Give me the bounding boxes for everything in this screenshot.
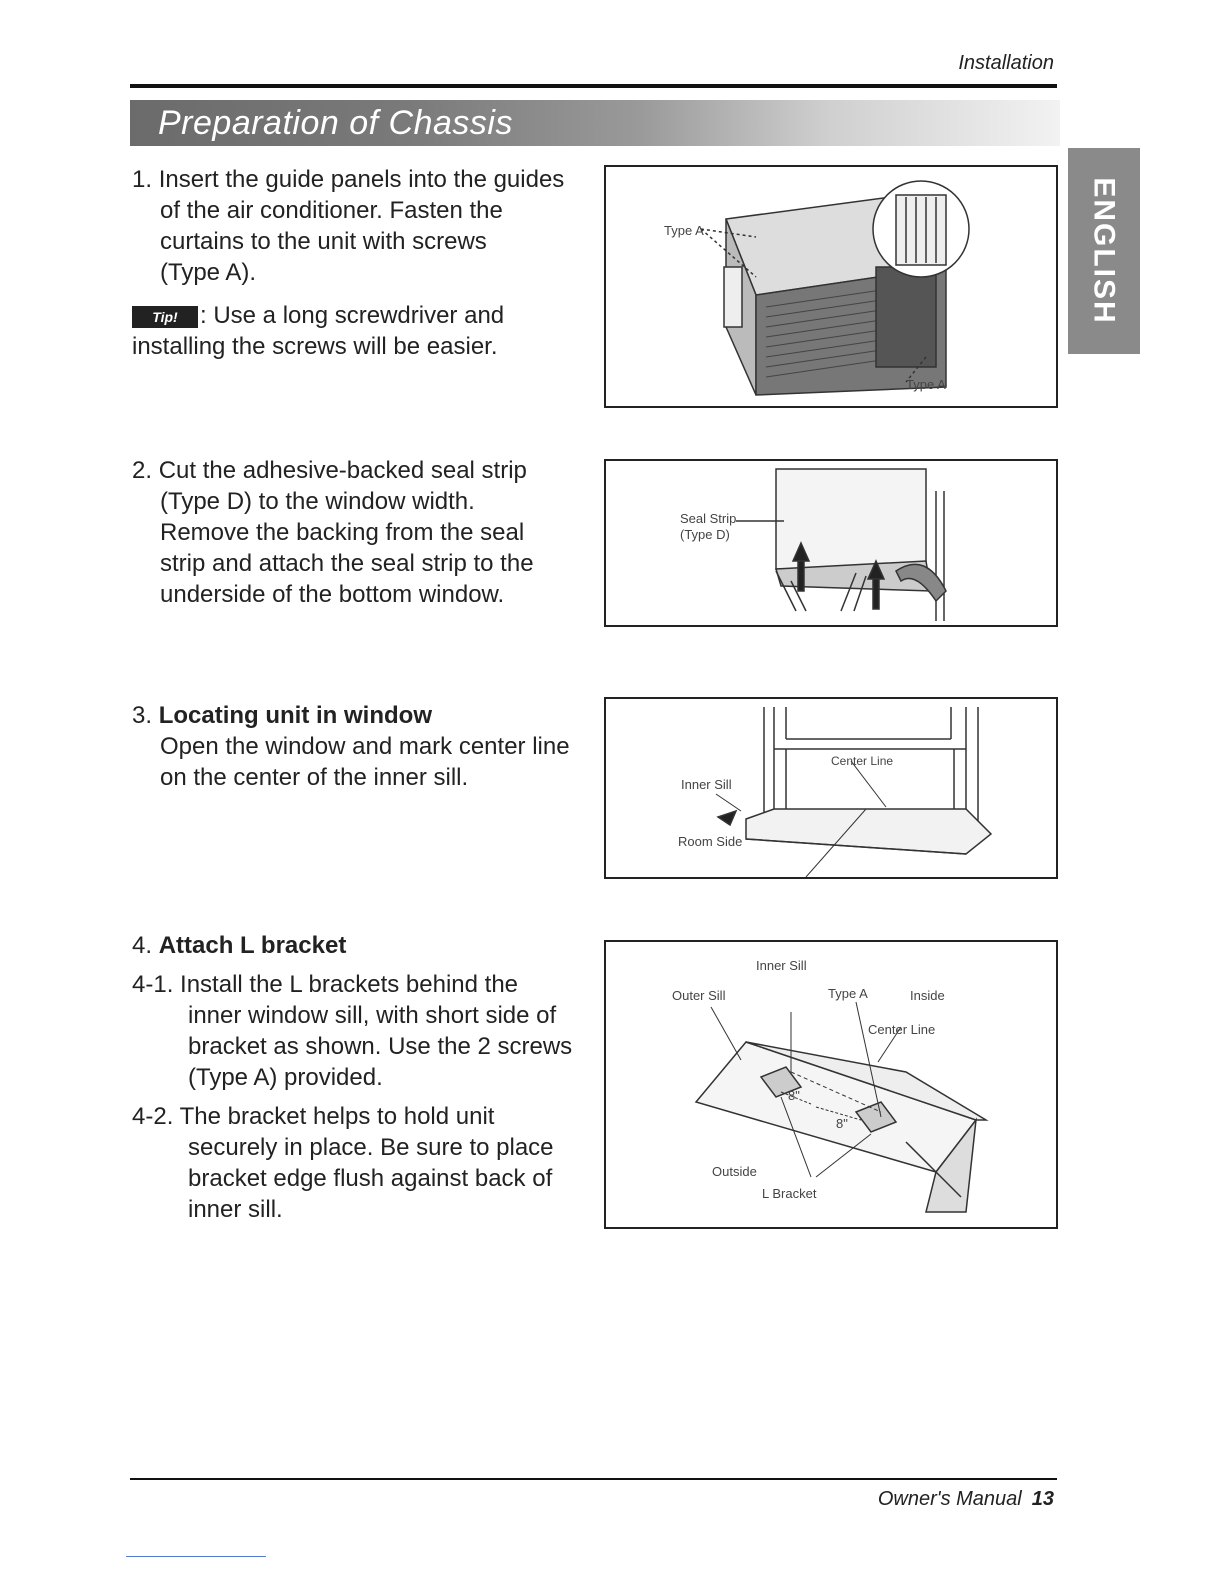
footer (878, 1488, 1054, 1511)
fig4-label-l-bracket: L Bracket (762, 1186, 817, 1201)
step-4-2-line-1: The bracket helps to hold unit (179, 1103, 495, 1130)
step-4-2-line-2: securely in place. Be sure to place (188, 1134, 554, 1161)
tip-line-1: : Use a long screwdriver and (200, 302, 505, 329)
fig4-label-inside: Inside (910, 988, 945, 1003)
step-2-line-1: Cut the adhesive-backed seal strip (158, 457, 527, 484)
fig4-label-type-a: Type A (828, 986, 868, 1001)
step-2-line-4: strip and attach the seal strip to the (160, 550, 534, 577)
step-4-heading: Attach L bracket (158, 932, 347, 959)
step-1-line-2: of the air conditioner. Fasten the (160, 197, 503, 224)
fig3-label-room-side: Room Side (678, 834, 743, 849)
footer-rule (130, 1478, 1057, 1480)
fig4-label-center-line: Center Line (868, 1022, 936, 1037)
figure-center-line (604, 697, 1058, 879)
step-2-line-2: (Type D) to the window width. (160, 488, 475, 515)
step-4-1-line-4: (Type A) provided. (188, 1064, 383, 1091)
language-tab (1068, 148, 1140, 354)
fig4-label-outer-sill: Outer Sill (672, 988, 726, 1003)
footer-manual-title: Owner's Manual (877, 1488, 1022, 1510)
step-4-2-line-4: inner sill. (188, 1196, 283, 1223)
fig4-label-inner-sill: Inner Sill (756, 958, 807, 973)
step-4-1-line-3: bracket as shown. Use the 2 screws (188, 1033, 573, 1060)
fig2-label-type-d: (Type D) (680, 527, 730, 542)
step-1-number: 1. (132, 166, 153, 193)
step-1-line-4: (Type A). (160, 259, 257, 286)
figure-l-bracket (604, 940, 1058, 1229)
step-4-1-line-1: Install the L brackets behind the (180, 971, 519, 998)
step-4-number: 4. (132, 932, 153, 959)
fig4-label-outside: Outside (712, 1164, 757, 1179)
fig4-label-dim-2: 8" (836, 1116, 848, 1131)
fig3-label-inner-sill: Inner Sill (681, 777, 732, 792)
step-3-line-1: Open the window and mark center line (160, 733, 570, 760)
step-3-line-2: on the center of the inner sill. (160, 764, 469, 791)
step-2-number: 2. (132, 457, 153, 484)
edge-line (126, 1556, 266, 1557)
step-4-1-line-2: inner window sill, with short side of (188, 1002, 557, 1029)
step-3-heading: Locating unit in window (158, 702, 432, 729)
page-title: Preparation of Chassis (158, 104, 513, 142)
language-label: ENGLISH (1088, 177, 1122, 325)
fig2-label-seal-strip: Seal Strip (680, 511, 737, 526)
section-label: Installation (958, 52, 1054, 74)
step-2-line-3: Remove the backing from the seal (160, 519, 525, 546)
tip-badge: Tip! (132, 306, 198, 328)
header-rule (130, 84, 1057, 88)
step-1 (132, 164, 602, 362)
page-number: 13 (1031, 1488, 1054, 1510)
step-2-line-5: underside of the bottom window. (160, 581, 505, 608)
step-2 (132, 455, 602, 610)
step-3 (132, 700, 602, 793)
step-4-2-line-3: bracket edge flush against back of (188, 1165, 553, 1192)
step-1-line-3: curtains to the unit with screws (160, 228, 487, 255)
step-1-line-1: Insert the guide panels into the guides (158, 166, 565, 193)
step-4-2-number: 4-2. (132, 1103, 174, 1130)
tip-line-2: installing the screws will be easier. (132, 333, 498, 360)
step-4-1-number: 4-1. (132, 971, 174, 998)
step-3-number: 3. (132, 702, 153, 729)
fig3-label-center-line: Center Line (831, 754, 894, 768)
fig1-label-type-a-left: Type A (664, 223, 704, 238)
figure-seal-strip (604, 459, 1058, 627)
step-4 (132, 930, 602, 1225)
figure-guide-panels (604, 165, 1058, 408)
fig4-label-dim-1: 8" (788, 1088, 800, 1103)
fig1-label-type-a-right: Type A (906, 377, 946, 392)
